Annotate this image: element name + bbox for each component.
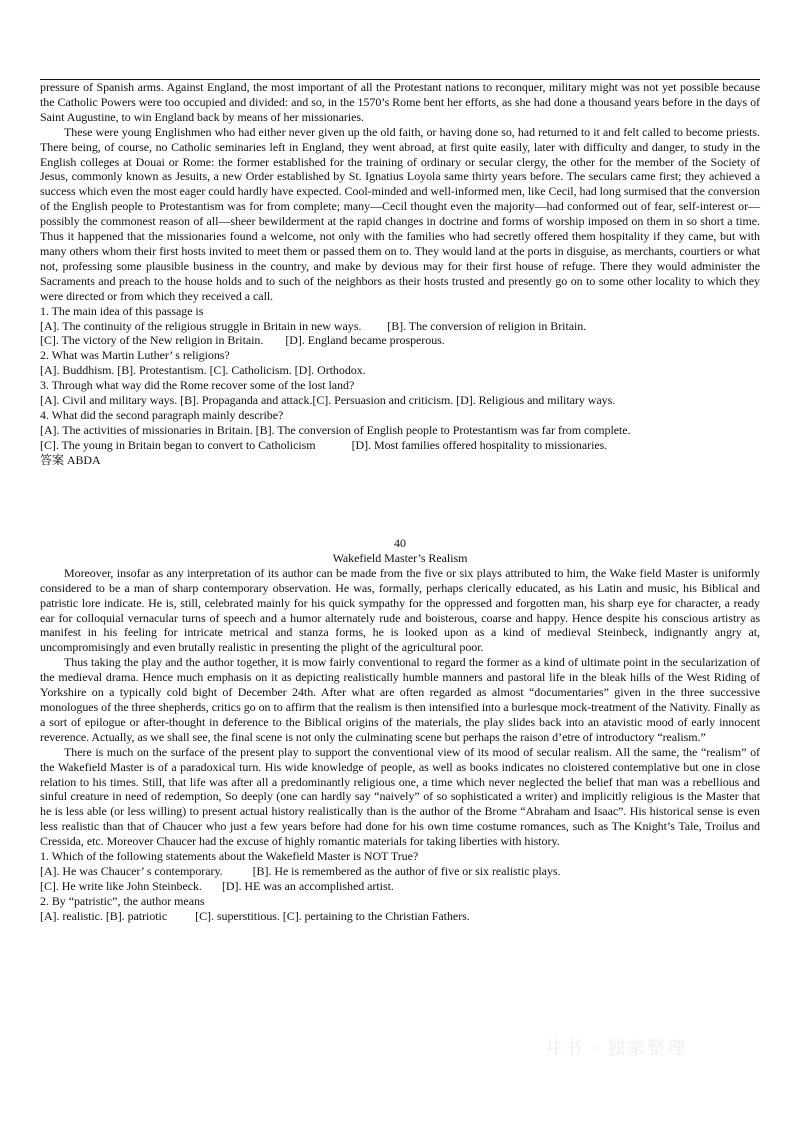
option-c: [C]. He write like John Steinbeck. (40, 878, 202, 893)
question-2-options: [A]. Buddhism. [B]. Protestantism. [C]. Catholicism. [D]. Orthodox. (40, 363, 366, 378)
option-ab: [A]. realistic. [B]. patriotic (40, 908, 168, 923)
passage-number: 40 (394, 536, 406, 550)
question-1: 1. The main idea of this passage is (40, 303, 204, 318)
passage-2 (40, 536, 760, 924)
option-a: [A]. He was Chaucer’ s contemporary. (40, 863, 223, 878)
question-1-options-ab (40, 319, 760, 334)
question-3: 3. Through what way did the Rome recover some of the lost land? (40, 378, 355, 393)
answer-key: 答案 ABDA (40, 452, 101, 467)
watermark: 井书 · 独家整理 (544, 1038, 688, 1059)
option-c: [C]. The young in Britain began to convert to Catholicism (40, 437, 316, 452)
option-c: [C]. The victory of the New religion in Britain. (40, 333, 264, 348)
option-d: [D]. Most families offered hospitality to missionaries. (351, 437, 608, 452)
paragraph-3: There is much on the surface of the present play to support the conventional view of its mood of secular realism. All the same, the “realism” of the Wakefield Master is of a paradoxical turn. His wide knowledge of people, as well as books indicates no cloistered contemplative but one in close relation to his times. Still, that life was after all a predominantly religious one, a time which never neglected the belief that man was a rebellious and sinful creature in need of redemption, So deeply (one can hardly say “naively” of so sophisticated a writer) and implicitly religious is the Master that he is less able (or less willing) to present actual history realistically than is the author of the Brome “Abraham and Isaac”. His historical sense is even less realistic than that of Chaucer who just a few years before had done for his own time costume romances, such as The Knight’s Tale, Troilus and Cressida, etc. Moreover Chaucer had the excuse of highly romantic materials for taking liberties with history. (40, 744, 760, 849)
paragraph-continued: pressure of Spanish arms. Against England, the most important of all the Protestant nations to reconquer, military might was not yet possible because the Catholic Powers were too occupied and divided: and so, in the 1570’s Rome bent her efforts, as she had done a thousand years before in the days of Saint Augustine, to win England back by means of her missionaries. (40, 80, 760, 124)
question-1: 1. Which of the following statements about the Wakefield Master is NOT True? (40, 849, 419, 864)
option-a: [A]. The continuity of the religious struggle in Britain in new ways. (40, 318, 362, 333)
question-4: 4. What did the second paragraph mainly describe? (40, 407, 284, 422)
question-1-options-cd (40, 879, 760, 894)
question-3-options: [A]. Civil and military ways. [B]. Propaganda and attack.[C]. Persuasion and criticism. [D]. Religious and military ways. (40, 393, 616, 408)
paragraph-1: Moreover, insofar as any interpretation of its author can be made from the five or six plays attributed to him, the Wake field Master is uniformly considered to be a man of sharp contemporary observation. He was, formally, perhaps clerically educated, as his Latin and music, his Biblical and patristic lore indicate. He is, still, celebrated mainly for his quick sympathy for the oppressed and forgotten man, his sharp eye for character, a ready ear for colloquial vernacular turns of speech and a humor alternately rude and boisterous, coarse and happy. Hence despite his conscious artistry as manifest in his feeling for intricate metrical and stanza forms, he is looked upon as a kind of medieval Steinbeck, indignantly angry at, uncompromisingly and even brutally realistic in presenting the plight of the agricultural poor. (40, 565, 760, 655)
question-4-options-ab: [A]. The activities of missionaries in Britain. [B]. The conversion of English people to Protestantism was far from complete. (40, 422, 631, 437)
question-2: 2. By “patristic”, the author means (40, 893, 205, 908)
option-b: [B]. The conversion of religion in Britain. (387, 318, 587, 333)
question-2: 2. What was Martin Luther’ s religions? (40, 348, 230, 363)
passage-title: Wakefield Master’s Realism (332, 550, 468, 565)
option-cd: [C]. superstitious. [C]. pertaining to the Christian Fathers. (195, 908, 470, 923)
question-1-options-ab (40, 864, 760, 879)
passage-1 (40, 80, 760, 468)
option-b: [B]. He is remembered as the author of five or six realistic plays. (252, 863, 561, 878)
option-d: [D]. England became prosperous. (285, 333, 445, 348)
question-2-options (40, 909, 760, 924)
question-1-options-cd (40, 333, 760, 348)
paragraph-2: Thus taking the play and the author together, it is mow fairly conventional to regard the former as a kind of ultimate point in the secularization of the medieval drama. Hence much emphasis on it as depicting realistically humble manners and pastoral life in the bleak hills of the West Riding of Yorkshire on a typically cold bight of December 24th. After what are often regarded as almost “documentaries” given in the three successive monologues of the three shepherds, critics go on to affirm that the realism is then intensified into a burlesque mock-treatment of the Nativity. Finally as a sort of epilogue or after-thought in deference to the Biblical origins of the materials, the play slides back into an atavistic mood of early innocent reverence. Actually, as we shall see, the final scene is not only the culminating scene but perhaps the raison d’etre of introductory “realism.” (40, 655, 760, 744)
question-4-options-cd (40, 438, 760, 453)
option-d: [D]. HE was an accomplished artist. (221, 878, 394, 893)
paragraph-missionaries: These were young Englishmen who had either never given up the old faith, or having done so, had returned to it and felt called to become priests. There being, of course, no Catholic seminaries left in England, they went abroad, at first quite easily, later with difficulty and danger, to study in the English colleges at Douai or Rome: the former established for the training of ordinary or secular clergy, the other for the member of the Society of Jesus, commonly known as Jesuits, a new Order established by St. Ignatius Loyola same thirty years before. The seculars came first; they achieved a success which even the most eager could hardly have expected. Cool-minded and well-informed men, like Cecil, had long surmised that the conversion of the English people to Protestantism was for from complete; many—Cecil thought even the majority—had conformed out of fear, self-interest or—possibly the commonest reason of all—sheer bewilderment at the rapid changes in doctrine and forms of worship imposed on them in so short a time. Thus it happened that the missionaries found a welcome, not only with the families who had secretly offered them hospitality if they came, but with many others whom their first hosts invited to meet them or passed them on to. They would land at the ports in disguise, as merchants, courtiers or what not, professing some plausible business in the country, and make by devious may for their first house of refuge. There they would administer the Sacraments and preach to the house holds and to such of the neighbors as their hosts trusted and presently go on to some other locality to which they were directed or from which they received a call. (40, 124, 760, 303)
